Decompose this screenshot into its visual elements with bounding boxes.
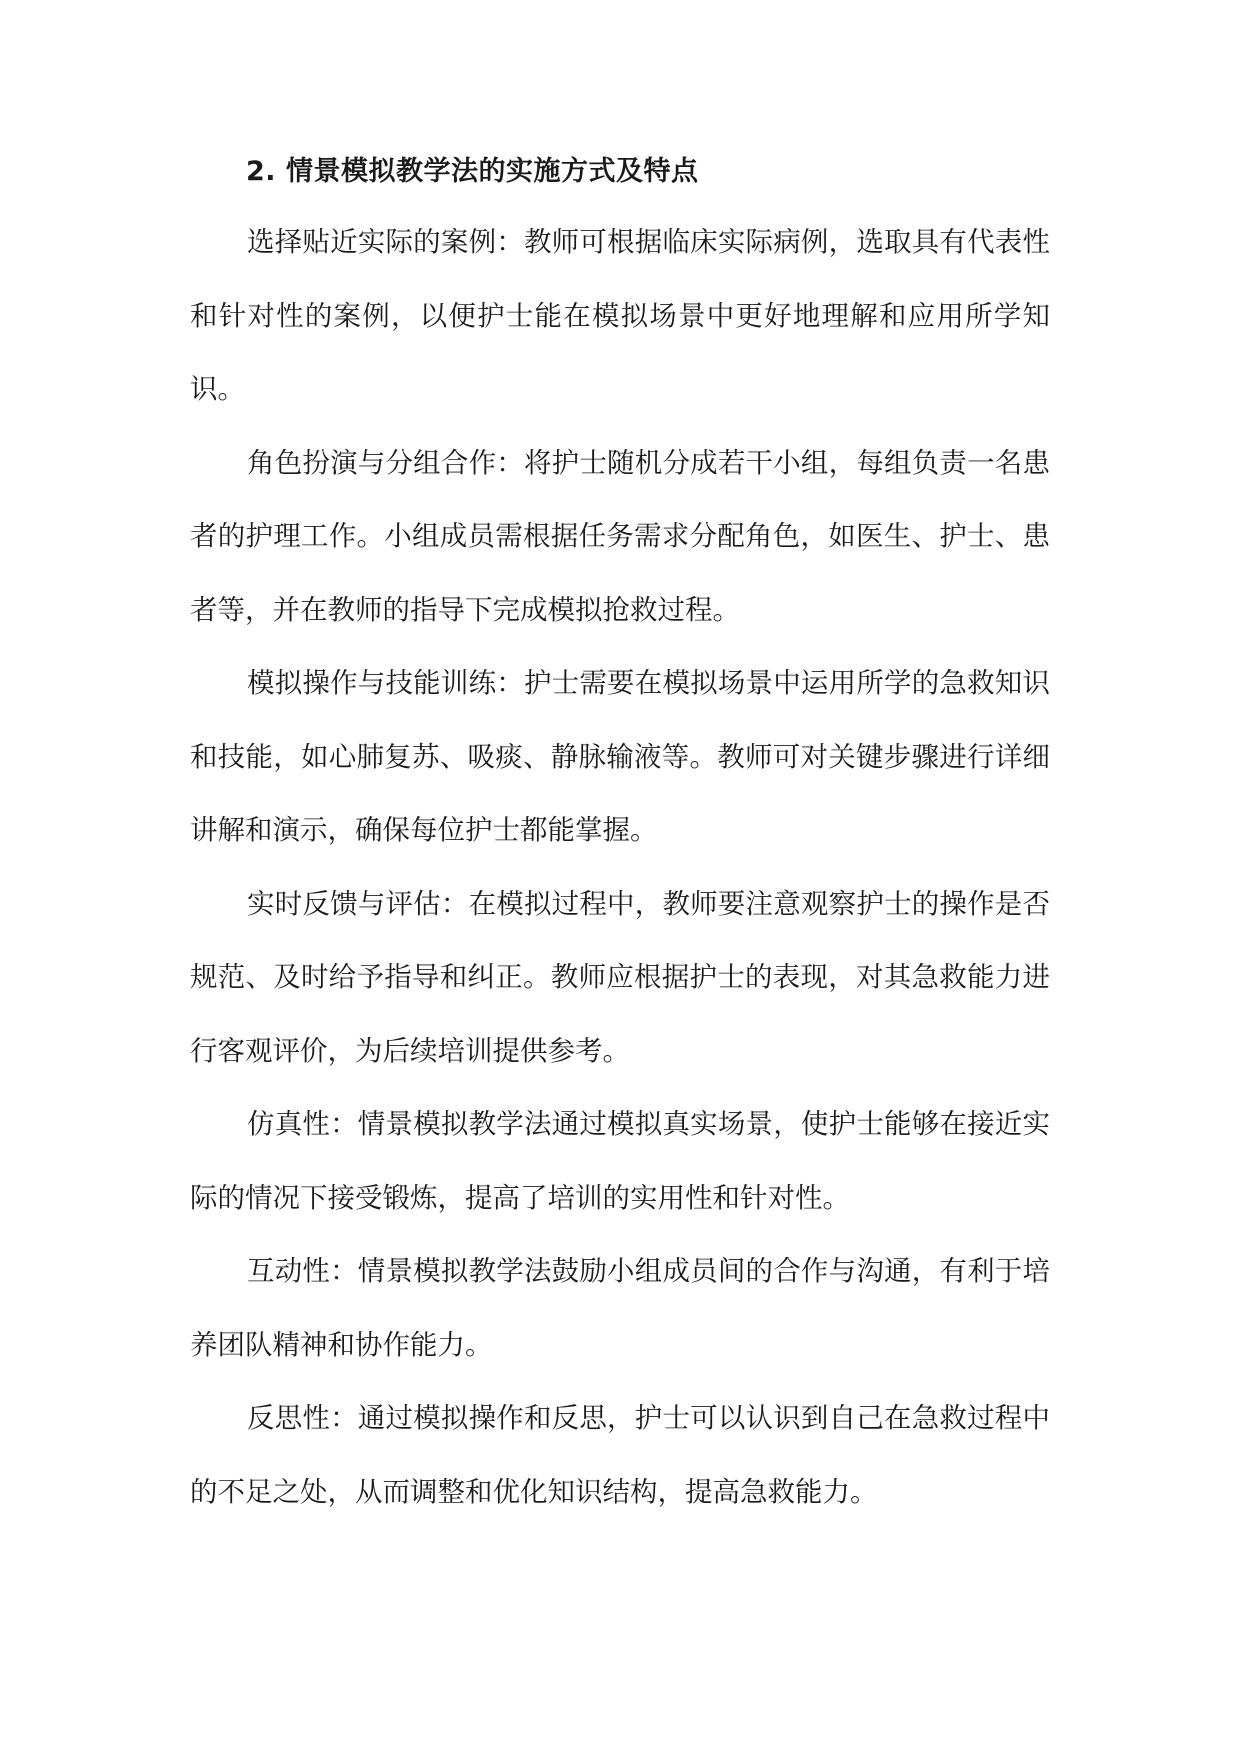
paragraph-realism: 仿真性：情景模拟教学法通过模拟真实场景，使护士能够在接近实际的情况下接受锻炼，提高了培训的实用性和针对性。 [190, 1108, 1050, 1214]
document-body [190, 138, 1050, 1529]
paragraph-skill-training: 模拟操作与技能训练：护士需要在模拟场景中运用所学的急救知识和技能，如心肺复苏、吸痰、静脉输液等。教师可对关键步骤进行详细讲解和演示，确保每位护士都能掌握。 [190, 667, 1050, 846]
section-number: 2. [246, 156, 277, 187]
section-title: 情景模拟教学法的实施方式及特点 [286, 156, 699, 187]
paragraph-role-play: 角色扮演与分组合作：将护士随机分成若干小组，每组负责一名患者的护理工作。小组成员需根据任务需求分配角色，如医生、护士、患者等，并在教师的指导下完成模拟抢救过程。 [190, 446, 1050, 626]
section-heading [190, 138, 1050, 206]
paragraph-case-selection: 选择贴近实际的案例：教师可根据临床实际病例，选取具有代表性和针对性的案例，以便护士能在模拟场景中更好地理解和应用所学知识。 [190, 226, 1050, 405]
paragraph-reflection: 反思性：通过模拟操作和反思，护士可以认识到自己在急救过程中的不足之处，从而调整和优化知识结构，提高急救能力。 [190, 1402, 1050, 1508]
paragraph-feedback: 实时反馈与评估：在模拟过程中，教师要注意观察护士的操作是否规范、及时给予指导和纠正。教师应根据护士的表现，对其急救能力进行客观评价，为后续培训提供参考。 [190, 887, 1050, 1067]
paragraph-interactivity: 互动性：情景模拟教学法鼓励小组成员间的合作与沟通，有利于培养团队精神和协作能力。 [190, 1255, 1050, 1361]
